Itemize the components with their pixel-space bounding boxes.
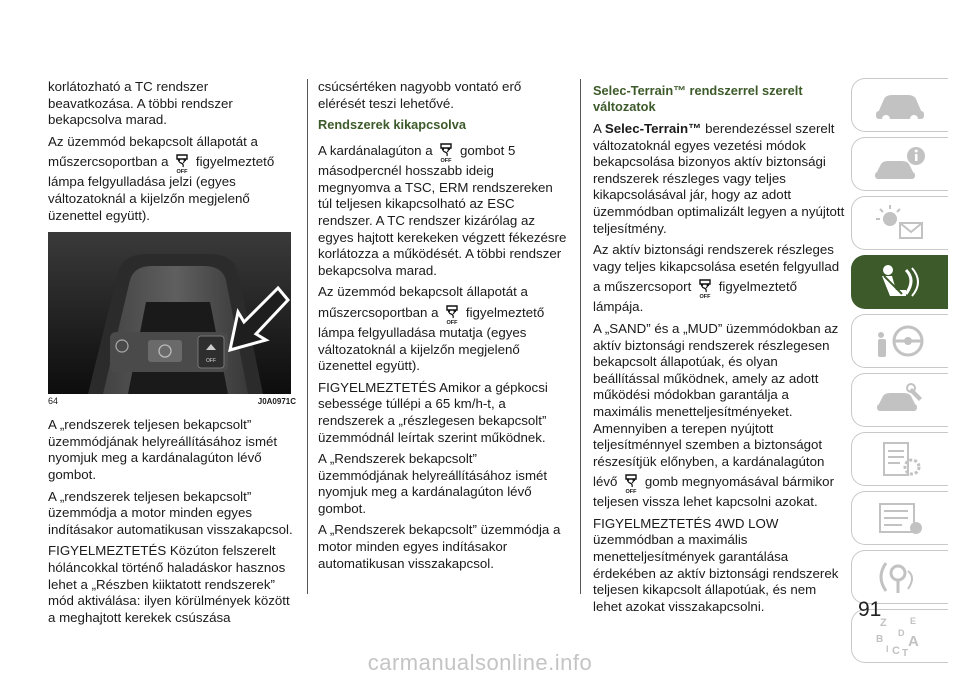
tab-driving[interactable] [851,314,948,368]
index-letter: E [910,616,917,626]
caption-page: 64 [48,396,59,407]
esc-off-icon [444,301,460,325]
esc-off-icon [174,150,190,174]
tab-dashboard[interactable] [851,78,948,132]
index-letter: T [902,648,909,658]
tab-warning-lights[interactable] [851,196,948,250]
paragraph: A „rendszerek teljesen bekapcsolt” üzemmódjának helyreállításához ismét nyomjuk meg a kardánalagúton lévő gombot. [48,417,278,482]
tab-multimedia[interactable] [851,550,948,604]
index-letter: Z [880,617,887,629]
caption-code: J0A0971C [257,397,296,407]
esc-off-icon [697,275,713,299]
tab-technical-data[interactable] [851,491,948,545]
warning-lights-icon [872,203,928,243]
console-button-illustration [48,232,291,394]
section-heading: Rendszerek kikapcsolva [318,117,466,133]
paragraph: A kardánalagúton a gombot 5 másodpercnél hosszabb ideig megnyomva a TSC, ERM rendszereken túl teljesen kikapcsolható az ESC rendszer. A TC rendszer kizárólag az egyes hajtott kerekeken végzett fékezésre korlátozza a működését. A többi rendszer bekapcsolva marad. [318,139,570,279]
esc-off-icon [623,470,639,494]
paragraph: Az aktív biztonsági rendszerek részleges vagy teljes kikapcsolása esetén felgyullad a műszercsoport figyelmeztető lámpája. [593,242,840,315]
svg-text:OFF: OFF [206,358,216,365]
column-middle [318,79,570,577]
paragraph: Az üzemmód bekapcsolt állapotát a műszercsoportban a figyelmeztető lámpa felgyulladása jelzi (egyes változatoknál a kijelzőn megjelenő üzenettel együtt). [48,133,275,223]
chapter-tabs [851,78,947,668]
index-letter: I [886,644,889,654]
paragraph: A Selec-Terrain™ berendezéssel szerelt változatoknál egyes vezetési módok bekapcsolása bizonyos aktív biztonsági rendszerek részleges vagy teljes kikapcsolásával jár, hogy az adott üzemmódban optimalizált legyen a nyújtott teljesítmény. [593,121,845,236]
paragraph: A „Rendszerek bekapcsolt” üzemmódjának helyreállításához ismét nyomjuk meg a kardánalagúton lévő gombot. [318,451,548,516]
tab-car-info[interactable] [851,137,948,191]
index-letter: D [898,628,905,638]
car-info-icon [872,144,928,184]
paragraph: A „Rendszerek bekapcsolt” üzemmódja a motor minden egyes indításakor automatikusan visszakapcsol. [318,522,561,571]
section-heading: Selec-Terrain™ rendszerrel szerelt változatok [593,83,803,114]
wrench-car-icon [872,380,928,420]
figure-caption [48,396,296,407]
column-divider [307,79,308,594]
index-letter: B [876,634,884,645]
column-divider [580,79,581,594]
column-left [48,79,296,631]
steering-wheel-icon [872,321,928,361]
multimedia-icon [872,557,928,597]
column-right [593,79,845,620]
console-photo [48,232,291,394]
esc-off-icon [438,139,454,163]
paragraph: A „SAND” és a „MUD” üzemmódokban az aktív biztonsági rendszerek részlegesen bekapcsolt állapotúak, és olyan beállítással működnek, amely az adott működési módokban garantálja a maximális menetteljesítményeket. Amennyiben a terepen nyújtott teljesítménnyel szemben a biztonságot részesítjük előnyben, a kardánalagúton lévő gomb megnyomásával bármikor teljesen vissza lehet kapcsolni azokat. [593,320,839,510]
dashboard-car-icon [872,85,928,125]
paragraph: csúcsértéken nagyobb vontató erő elérését teszi lehetővé. [318,79,522,111]
tab-safety[interactable] [851,255,948,309]
safety-seat-icon [872,262,928,302]
watermark: carmanualsonline.info [367,650,593,675]
warning-paragraph: FIGYELMEZTETÉS Amikor a gépkocsi sebessége túllépi a 65 km/h-t, a rendszerek a „részlegesen bekapcsolt” üzemmódnál leírtak szerint működnek. [318,379,548,445]
technical-data-icon [872,498,928,538]
tab-maintenance[interactable] [851,432,948,486]
paragraph: A „rendszerek teljesen bekapcsolt” üzemmódja a motor minden egyes indításakor automatikusan visszakapcsol. [48,488,293,537]
index-letter: C [892,645,900,657]
warning-paragraph: FIGYELMEZTETÉS 4WD LOW üzemmódban a maximális menetteljesítmények garantálása érdekében az aktív biztonsági rendszerek teljesen kikapcsolt állapotúak, és nem lehet azokat visszakapcsolni. [593,515,839,614]
index-letter: A [908,633,919,650]
paragraph: Az üzemmód bekapcsolt állapotát a műszercsoportban a figyelmeztető lámpa felgyulladása mutatja (egyes változatoknál a kijelzőn megjelenő üzenettel együtt). [318,284,545,374]
maintenance-list-icon [872,439,928,479]
tab-emergency[interactable] [851,373,948,427]
page-number: 91 [858,598,882,621]
warning-paragraph: FIGYELMEZTETÉS Közúton felszerelt hóláncokkal történő haladáskor hasznos lehet a „Részben kiiktatott rendszerek” mód aktiválása: ilyen körülmények között a meghajtott kerekek csúszása [48,543,290,625]
paragraph: korlátozható a TC rendszer beavatkozása. A többi rendszer bekapcsolva marad. [48,79,233,128]
